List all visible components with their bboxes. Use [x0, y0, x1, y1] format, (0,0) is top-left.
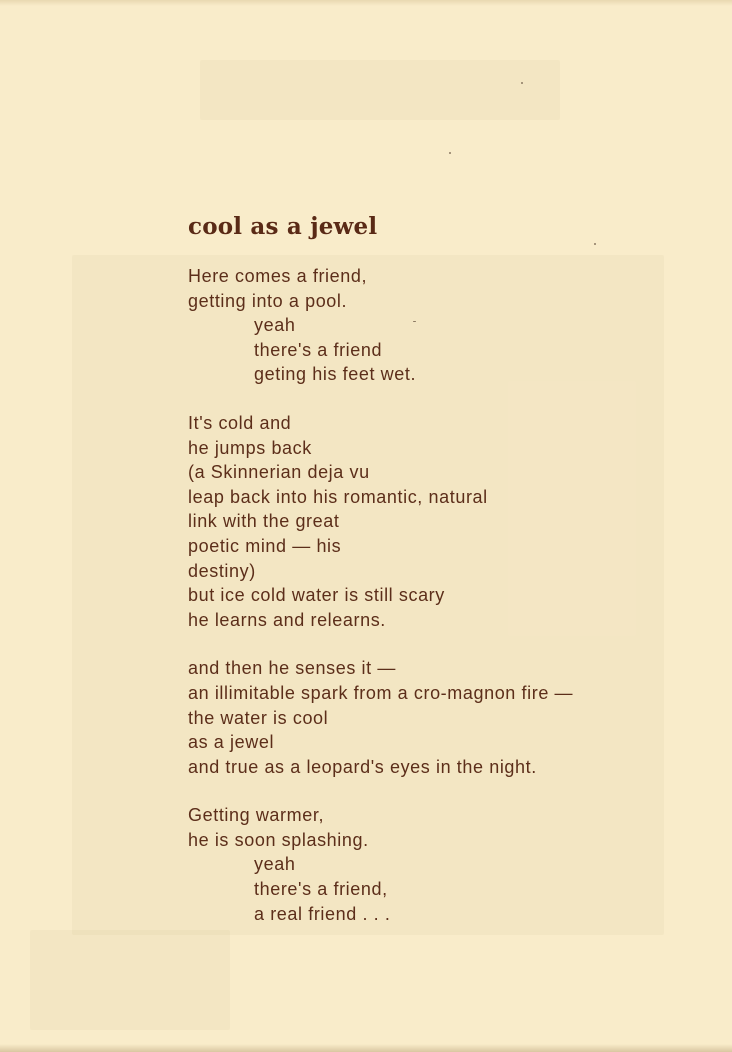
poem-body	[188, 264, 573, 950]
poem-line: an illimitable spark from a cro-magnon fire —	[188, 682, 574, 703]
stanza	[188, 264, 573, 387]
poem-line: destiny)	[188, 560, 256, 581]
poem-line: as a jewel	[188, 732, 275, 753]
poem-line: leap back into his romantic, natural	[188, 486, 488, 507]
stanza	[188, 411, 573, 632]
poem-line: Here comes a friend,	[188, 266, 368, 286]
poem-line: yeah	[254, 315, 296, 336]
stanza	[188, 803, 573, 926]
poem-line: and true as a leopard's eyes in the night.	[188, 756, 537, 777]
poem-line: link with the great	[188, 511, 340, 532]
poem-line: and then he senses it —	[188, 658, 396, 679]
show-through-block	[200, 60, 560, 120]
poem-line: but ice cold water is still scary	[188, 585, 445, 606]
stanza	[188, 656, 573, 779]
paper-speck	[594, 243, 596, 245]
poem-line: geting his feet wet.	[254, 364, 417, 385]
page-bottom-edge	[0, 1044, 732, 1052]
poem-line: It's cold and	[188, 412, 292, 433]
poem-line: he learns and relearns.	[188, 609, 386, 630]
poem-line: a real friend . . .	[254, 903, 391, 924]
paper-speck	[449, 152, 451, 154]
poem-line: there's a friend	[254, 339, 383, 360]
poem-line: yeah	[254, 854, 296, 875]
poem-line: poetic mind — his	[188, 535, 342, 556]
poem-line: he jumps back	[188, 437, 312, 458]
paper-speck	[521, 82, 523, 84]
poem-line: there's a friend,	[254, 879, 388, 900]
poem-line: the water is cool	[188, 707, 329, 728]
poem-line: Getting warmer,	[188, 805, 325, 826]
page-top-edge	[0, 0, 732, 6]
poem-line: he is soon splashing.	[188, 829, 369, 850]
poem-line: getting into a pool.	[188, 290, 348, 311]
poem-line: (a Skinnerian deja vu	[188, 462, 370, 483]
poem-title: cool as a jewel	[188, 213, 378, 240]
